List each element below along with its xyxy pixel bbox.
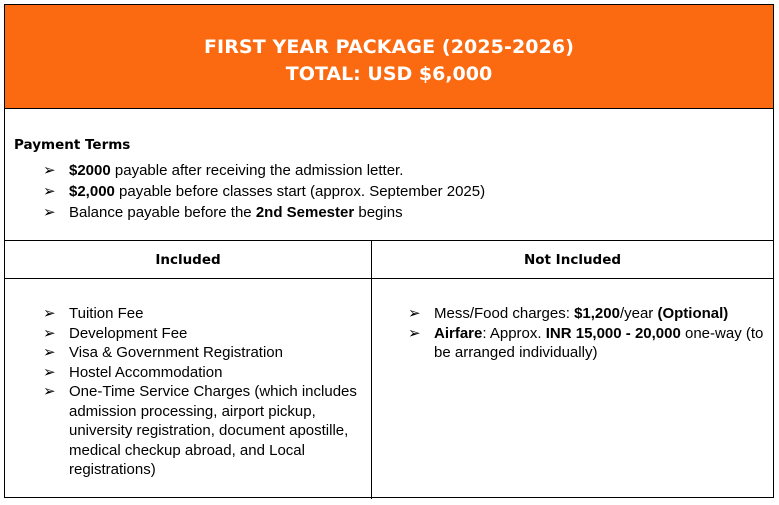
payment-terms-section <box>5 109 773 241</box>
payment-term-2 <box>43 182 485 202</box>
arrow-bullet-icon: ➢ <box>43 344 56 361</box>
payment-term-3 <box>43 203 403 223</box>
arrow-bullet-icon: ➢ <box>43 162 56 179</box>
payment-term-semester: 2nd Semester <box>255 204 355 221</box>
payment-term-text: payable before classes start (approx. September 2025) <box>114 183 486 200</box>
arrow-bullet-icon: ➢ <box>408 305 421 322</box>
arrow-bullet-icon: ➢ <box>43 305 56 322</box>
list-item: ➢ One-Time Service Charges (which includes admission processing, airport pickup, university registration, document apostille, medical checkup abroad, and Local registrations) <box>43 383 357 478</box>
payment-term-text: Balance payable before the <box>69 204 256 221</box>
list-item: ➢ Mess/Food charges: $1,200/year (Optional) <box>408 305 729 322</box>
list-item: ➢ Hostel Accommodation <box>43 363 223 381</box>
payment-term-text: payable after receiving the admission letter. <box>110 162 404 179</box>
list-item: ➢ Airfare: Approx. INR 15,000 - 20,000 one-way (to be arranged individually) <box>408 324 764 361</box>
payment-term-text: begins <box>354 204 403 221</box>
not-included-heading: Not Included <box>372 241 773 279</box>
list-item: ➢ Visa & Government Registration <box>43 344 283 361</box>
package-total: TOTAL: USD $6,000 <box>285 63 493 85</box>
package-title: FIRST YEAR PACKAGE (2025-2026) <box>203 36 575 58</box>
column-divider <box>371 241 372 499</box>
payment-term-1 <box>43 161 403 181</box>
list-item: ➢ Tuition Fee <box>43 305 144 322</box>
payment-term-amount: $2,000 <box>69 183 115 200</box>
arrow-bullet-icon: ➢ <box>43 204 56 221</box>
included-heading: Included <box>5 241 371 279</box>
arrow-bullet-icon: ➢ <box>43 363 56 381</box>
payment-terms-title: Payment Terms <box>14 137 131 153</box>
arrow-bullet-icon: ➢ <box>43 324 56 342</box>
payment-term-amount: $2000 <box>69 162 111 179</box>
list-item: ➢ Development Fee <box>43 324 188 342</box>
arrow-bullet-icon: ➢ <box>43 383 56 400</box>
arrow-bullet-icon: ➢ <box>43 183 56 200</box>
not-included-list <box>408 304 768 363</box>
package-table <box>4 4 774 498</box>
included-list <box>43 304 365 480</box>
arrow-bullet-icon: ➢ <box>408 324 421 342</box>
package-header <box>5 5 773 109</box>
